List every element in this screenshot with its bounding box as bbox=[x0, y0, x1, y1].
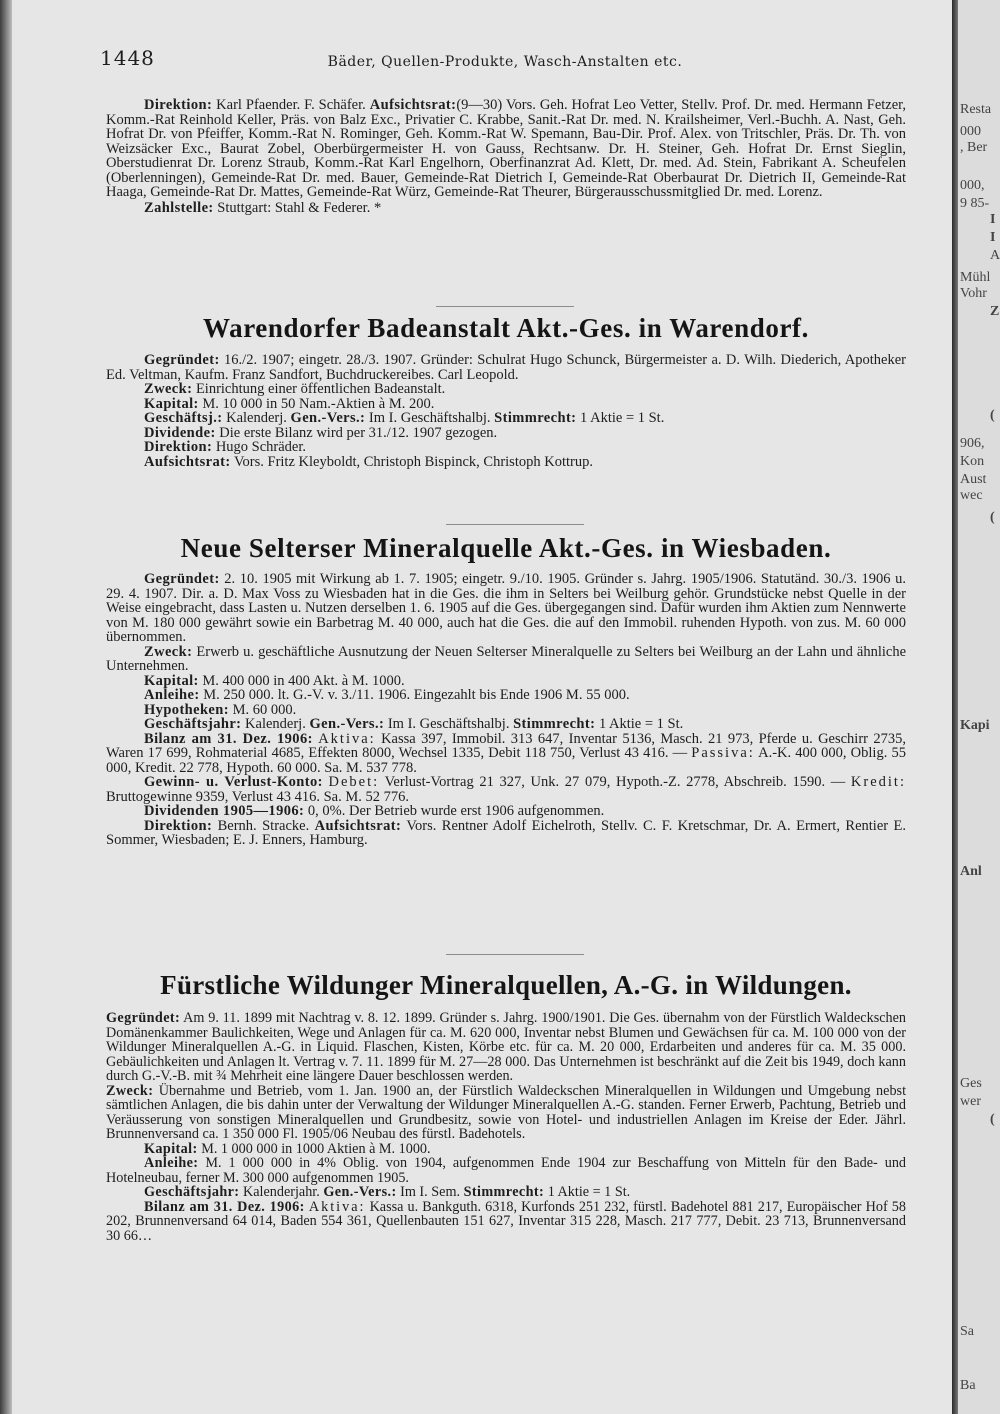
adjacent-page-fragment: Ba bbox=[960, 1378, 976, 1393]
adjacent-page-fragment: 000 bbox=[960, 124, 981, 139]
geschaeftsjahr-value: Kalenderjahr. bbox=[242, 1184, 320, 1200]
kredit-value: Bruttogewinne 9359, Verlust 43 416. Sa. M. 52 776. bbox=[106, 788, 410, 805]
book-page bbox=[12, 0, 952, 1414]
debet-value: Verlust-Vortrag 21 327, Unk. 27 079, Hypoth.-Z. 2778, Abschreib. 1590. — bbox=[384, 774, 846, 790]
kapital-value: M. 400 000 in 400 Akt. à M. 1000. bbox=[202, 672, 405, 689]
field-label-gegruendet: Gegründet: bbox=[144, 571, 220, 587]
field-label-aufsichtsrat: Aufsichtsrat: bbox=[314, 817, 402, 834]
direktion-value: Bernh. Stracke. bbox=[217, 817, 310, 834]
field-label-aktiva: Aktiva: bbox=[318, 730, 376, 747]
field-label-genvers: Gen.-Vers.: bbox=[323, 1184, 397, 1200]
adjacent-page-fragment: Z bbox=[990, 304, 1000, 319]
stimmrecht-value: 1 Aktie = 1 St. bbox=[547, 1184, 631, 1200]
field-label-aufsichtsrat: Aufsichtsrat: bbox=[144, 453, 231, 470]
scan-binding-edge bbox=[0, 0, 12, 1414]
stimmrecht-value: 1 Aktie = 1 St. bbox=[598, 716, 684, 732]
field-label-dividenden: Dividenden 1905—1906: bbox=[144, 803, 305, 819]
adjacent-page-fragment: Anl bbox=[960, 864, 982, 879]
page-number: 1448 bbox=[100, 46, 155, 70]
running-title: Bäder, Quellen-Produkte, Wasch-Anstalten etc. bbox=[327, 54, 683, 70]
field-label-direktion: Direktion: bbox=[144, 97, 213, 113]
company-entry-neue-selterser bbox=[106, 572, 906, 848]
field-label-direktion: Direktion: bbox=[144, 817, 213, 834]
field-label-zweck: Zweck: bbox=[144, 381, 193, 397]
adjacent-page-fragment: Kapi bbox=[960, 718, 990, 733]
adjacent-page-fragment: ( bbox=[990, 1112, 995, 1127]
field-label-direktion: Direktion: bbox=[144, 439, 213, 455]
gegruendet-value: 2. 10. 1905 mit Wirkung ab 1. 7. 1905; eingetr. 9./10. 1905. Gründer s. Jahrg. 1905/1906. Statutänd. 30./3. 1906 u. 29. 4. 1907. Dir. a. D. Max Voss zu Wiesbaden hat in die Ges. die ihm in Selters bei Weilburg gehör. Grundstücke nebst Quelle in der Weise eingebracht, dass Lasten u. Nutzen derselben 1. 6. 1905 auf die Ges. übergegangen sind. Dafür wurden ihm Aktien zum Nennwerte von M. 180 000 gewährt sowie ein Barbetrag M. 40 000, auch hat die Ges. die auf den Immobil. ruhenden Hypoth. von zus. M. 60 000 übernommen. bbox=[106, 571, 907, 645]
field-label-geschaeftsjahr: Geschäftsjahr: bbox=[144, 1184, 240, 1200]
adjacent-page-fragment: wec bbox=[960, 488, 983, 503]
section-divider bbox=[446, 524, 584, 525]
adjacent-page-fragment: Aust bbox=[960, 472, 987, 487]
company-title: Fürstliche Wildunger Mineralquellen, A.-G. in Wildungen. bbox=[160, 970, 852, 1000]
adjacent-page-fragment: Sa bbox=[960, 1324, 974, 1339]
company-title: Warendorfer Badeanstalt Akt.-Ges. in Warendorf. bbox=[203, 313, 809, 343]
field-label-geschaeftsjahr: Geschäftsj.: bbox=[144, 410, 223, 426]
prev-entry-block bbox=[106, 98, 906, 215]
geschaeftsjahr-value: Kalenderj. bbox=[226, 410, 287, 426]
field-label-genvers: Gen.-Vers.: bbox=[290, 410, 366, 426]
field-label-debet: Debet: bbox=[328, 774, 380, 790]
company-title: Neue Selterser Mineralquelle Akt.-Ges. in Wiesbaden. bbox=[180, 533, 832, 563]
adjacent-page-fragment: Ges bbox=[960, 1076, 982, 1091]
zweck-value: Erwerb u. geschäftliche Ausnutzung der Neuen Selterser Mineralquelle zu Selters bei Weilburg an der Lahn und ähnliche Unternehmen. bbox=[106, 643, 906, 674]
field-label-kapital: Kapital: bbox=[144, 672, 199, 689]
page-header bbox=[100, 46, 910, 76]
adjacent-page-fragment: Kon bbox=[960, 454, 985, 469]
genvers-value: Im I. Sem. bbox=[400, 1184, 461, 1200]
direktion-value: Karl Pfaender. F. Schäfer. bbox=[216, 97, 366, 113]
field-label-bilanz: Bilanz am 31. Dez. 1906: bbox=[144, 1198, 305, 1215]
adjacent-page-fragment: Vohr bbox=[960, 286, 987, 301]
stimmrecht-value: 1 Aktie = 1 St. bbox=[580, 410, 665, 426]
adjacent-page-fragment: ( bbox=[990, 408, 995, 423]
hypotheken-value: M. 60 000. bbox=[232, 701, 297, 718]
adjacent-page-fragment: A bbox=[990, 248, 1000, 263]
field-label-geschaeftsjahr: Geschäftsjahr: bbox=[144, 716, 242, 732]
field-label-kredit: Kredit: bbox=[850, 774, 906, 790]
field-label-gewinn-verlust: Gewinn- u. Verlust-Konto: bbox=[144, 774, 323, 790]
field-label-bilanz: Bilanz am 31. Dez. 1906: bbox=[144, 730, 313, 747]
adjacent-page-fragment: I bbox=[990, 230, 996, 245]
aufsichtsrat-value: Vors. Rentner Adolf Eichelroth, Stellv. C. F. Kretschmar, Dr. A. Ermert, Rentier E. Sommer, Wiesbaden; E. J. Enners, Hamburg. bbox=[106, 817, 906, 848]
field-label-aufsichtsrat: Aufsichtsrat: bbox=[369, 97, 457, 113]
dividenden-value: 0, 0%. Der Betrieb wurde erst 1906 aufgenommen. bbox=[307, 803, 605, 819]
field-label-gegruendet: Gegründet: bbox=[106, 1010, 181, 1026]
dividende-value: Die erste Bilanz wird per 31./12. 1907 gezogen. bbox=[219, 424, 498, 441]
field-label-dividende: Dividende: bbox=[144, 424, 216, 441]
zahlstelle-value: Stuttgart: Stahl & Federer. * bbox=[217, 199, 382, 216]
passiva-value: A.-K. 400 000, Oblig. 55 000, Kredit. 22 778, Hypoth. 60 000. Sa. M. 537 778. bbox=[106, 745, 906, 776]
gegruendet-value: 16./2. 1907; eingetr. 28./3. 1907. Gründer: Schulrat Hugo Schunck, Bürgermeister a. D. Wilh. Diederich, Apotheker Ed. Veltman, Kaufm. Franz Sandfort, Buchdruckereibes. Carl Leopold. bbox=[106, 352, 907, 383]
adjacent-page-fragment: ( bbox=[990, 510, 995, 525]
section-divider bbox=[446, 954, 584, 955]
kapital-value: M. 10 000 in 50 Nam.-Aktien à M. 200. bbox=[202, 395, 435, 412]
aufsichtsrat-value: Vors. Fritz Kleyboldt, Christoph Bispinck, Christoph Kottrup. bbox=[233, 453, 593, 470]
field-label-zweck: Zweck: bbox=[144, 643, 193, 660]
geschaeftsjahr-value: Kalenderj. bbox=[245, 716, 306, 732]
adjacent-page-fragment: 9 85- bbox=[960, 196, 990, 211]
field-label-stimmrecht: Stimmrecht: bbox=[513, 716, 596, 732]
adjacent-page-fragment: Mühl bbox=[960, 270, 991, 285]
field-label-gegruendet: Gegründet: bbox=[144, 352, 220, 368]
field-label-stimmrecht: Stimmrecht: bbox=[494, 410, 577, 426]
adjacent-page-fragment: Resta bbox=[960, 102, 992, 117]
aktiva-value: Kassa u. Bankguth. 6318, Kurfonds 251 232, fürstl. Badehotel 881 217, Europäischer Hof 58 202, Brunnenversand 64 014, Baden 554 361, Quellenbauten 151 627, Inventar 315 228, Masch. 217 777, Debit. 23 713, Brunnenversand 30 66… bbox=[106, 1198, 906, 1244]
adjacent-page-fragment: , Ber bbox=[960, 140, 988, 155]
field-label-anleihe: Anleihe: bbox=[144, 687, 200, 703]
adjacent-page-fragment: I bbox=[990, 212, 996, 227]
adjacent-page-fragment: wer bbox=[960, 1094, 981, 1109]
kapital-value: M. 1 000 000 in 1000 Aktien à M. 1000. bbox=[201, 1140, 431, 1157]
adjacent-page-fragment: 000, bbox=[960, 178, 985, 193]
anleihe-value: M. 250 000. lt. G.-V. v. 3./11. 1906. Eingezahlt bis Ende 1906 M. 55 000. bbox=[203, 687, 630, 703]
field-label-zahlstelle: Zahlstelle: bbox=[144, 199, 214, 216]
genvers-value: Im I. Geschäftshalbj. bbox=[368, 410, 491, 426]
aufsichtsrat-value: (9—30) Vors. Geh. Hofrat Leo Vetter, Stellv. Prof. Dr. med. Hermann Fetzer, Komm.-Rat Reinhold Keller, Präs. von Balz Exc., Privatier C. Krabbe, Sanit.-Rat Dr. med. N. Krailsheimer, Verl.-Buchh. A. Nast, Geh. Hofrat Dr. von Pfeiffer, Komm.-Rat N. Rominger, Geh. Komm.-Rat W. Spemann, Bau-Dir. Prof. Alex. von Tritschler, Präs. Dr. Th. von Weizsäcker Exc., Baurat Zobel, Oberbürgermeister H. von Gauss, Rechtsanw. Dr. H. Steiner, Geh. Hofrat Dr. Ernst Sieglin, Oberstudienrat Dr. Lorenz Straub, Komm.-Rat Karl Engelhorn, Oberfinanzrat Ad. Klett, Dr. med. Ad. Stein, Fabrikant A. Scheufelen (Oberlenningen), Gemeinde-Rat Dr. med. Bauer, Gemeinde-Rat Dietrich I, Gemeinde-Rat Oberbaurat Dr. Dietrich II, Gemeinde-Rat Haaga, Gemeinde-Rat Dr. Mattes, Gemeinde-Rat Würz, Gemeinde-Rat Theurer, Bürgerausschussmitglied Dr. med. Lorenz. bbox=[106, 97, 907, 200]
aktiva-value: Kassa 397, Immobil. 313 647, Inventar 5136, Masch. 21 973, Pferde u. Geschirr 2735, Waren 17 699, Rohmaterial 4685, Effekten 8000, Wechsel 1335, Debit 118 750, Verlust 43 416. — bbox=[106, 730, 906, 761]
gegruendet-value: Am 9. 11. 1899 mit Nachtrag v. 8. 12. 1899. Gründer s. Jahrg. 1900/1901. Die Ges. übernahm von der Fürstlich Waldeckschen Domänenkammer Baulichkeiten, Wege und Anlagen für ca. M. 620 000, Inventar nebst Blumen und Gewächsen für ca. M. 100 000 von der Wildunger Mineralquellen A.-G. in Liquid. Flaschen, Kisten, Körbe etc. für ca. M. 20 000, Erdarbeiten und anderes für ca. M. 35 000. Gebäulichkeiten und Anlagen lt. Vertrag v. 7. 11. 1899 für M. 27—28 000. Das Unternehmen ist beschränkt auf die Zeit bis 1949, doch kann durch G.-V.-B. mit ¾ Mehrheit eine längere Dauer beschlossen werden. bbox=[106, 1010, 906, 1084]
field-label-zweck: Zweck: bbox=[106, 1082, 154, 1099]
adjacent-page-fragment: 906, bbox=[960, 436, 985, 451]
company-entry-warendorf bbox=[106, 353, 906, 469]
field-label-kapital: Kapital: bbox=[144, 395, 199, 412]
field-label-hypotheken: Hypotheken: bbox=[144, 701, 229, 718]
adjacent-page-edge bbox=[958, 0, 1000, 1414]
field-label-passiva: Passiva: bbox=[691, 745, 755, 761]
anleihe-value: M. 1 000 000 in 4% Oblig. von 1904, aufgenommen Ende 1904 zur Beschaffung von Mitteln für den Bade- und Hotelneubau, ferner M. 300 000 aufgenommen 1905. bbox=[106, 1155, 907, 1186]
field-label-aktiva: Aktiva: bbox=[308, 1198, 366, 1215]
field-label-stimmrecht: Stimmrecht: bbox=[463, 1184, 545, 1200]
field-label-anleihe: Anleihe: bbox=[144, 1155, 199, 1171]
direktion-value: Hugo Schräder. bbox=[215, 439, 307, 455]
company-entry-wildunger bbox=[106, 1011, 906, 1243]
genvers-value: Im I. Geschäftshalbj. bbox=[387, 716, 510, 732]
zweck-value: Einrichtung einer öffentlichen Badeanstalt. bbox=[195, 381, 446, 397]
field-label-genvers: Gen.-Vers.: bbox=[309, 716, 385, 732]
zweck-value: Übernahme und Betrieb, vom 1. Jan. 1900 an, der Fürstlich Waldeckschen Mineralquellen in Wildungen und Umgebung nebst sämtlichen Anlagen, die bis dahin unter der Verwaltung der Wildunger Mineralquellen A.-G. standen. Ferner Erwerb, Pachtung, Betrieb und Veräusserung von sonstigen Mineralquellen und Grundbesitz, sowie von Hotel- und industriellen Anlagen im Kreise der Eder. Jährl. Brunnenversand ca. 1 350 000 Fl. 1905/06 Neubau des fürstl. Badehotels. bbox=[106, 1082, 907, 1142]
section-divider bbox=[436, 306, 574, 307]
field-label-kapital: Kapital: bbox=[144, 1140, 198, 1157]
